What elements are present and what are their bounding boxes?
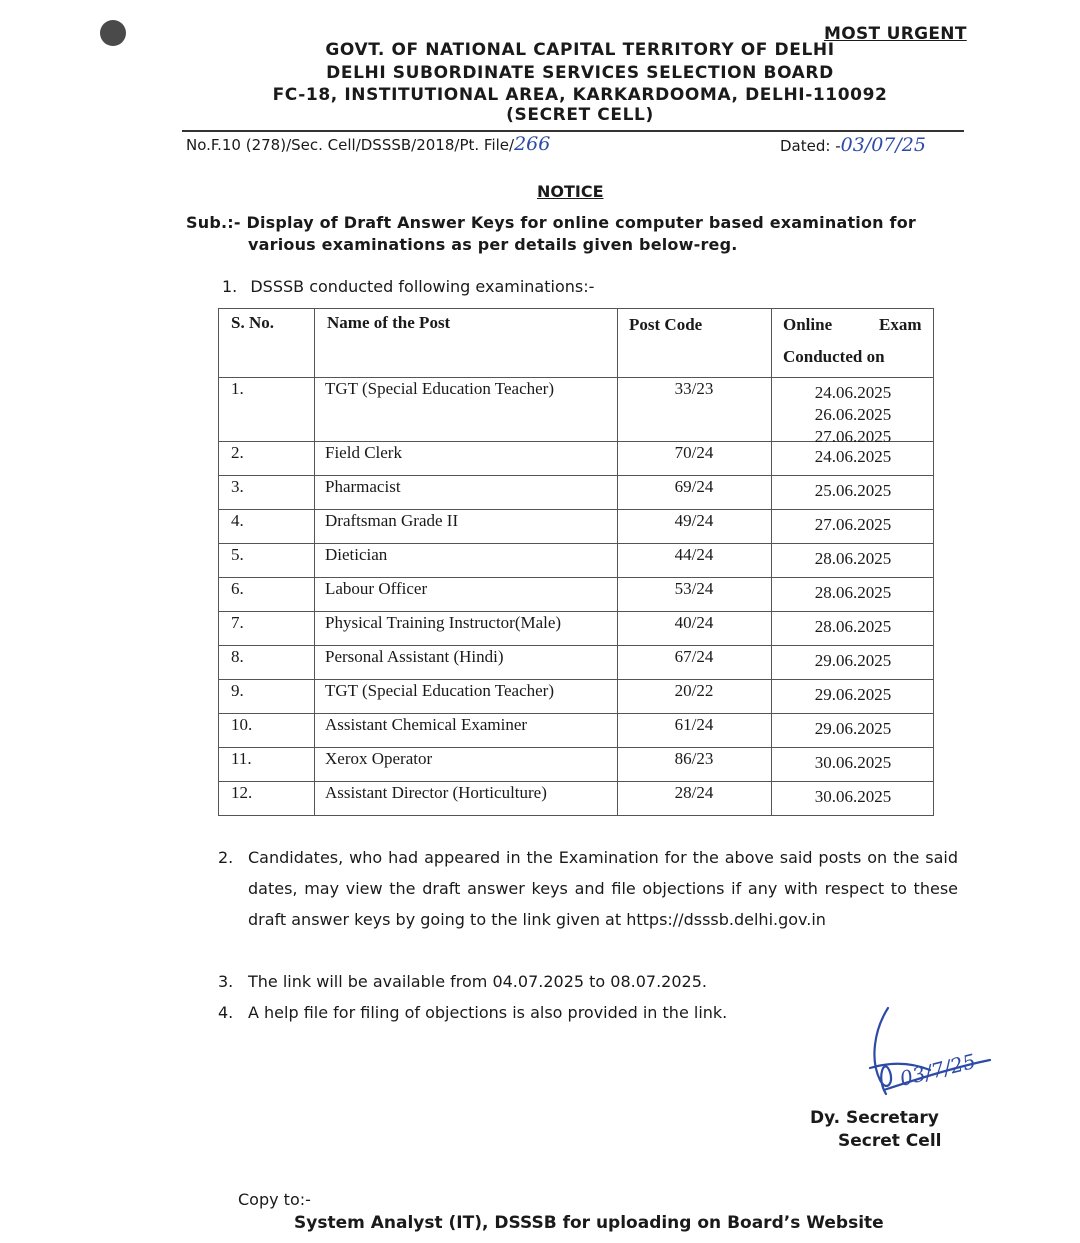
table-cell-post: Draftsman Grade II (325, 511, 459, 530)
th-online: Online (783, 315, 833, 334)
table-row-divider (219, 747, 933, 748)
exam-table (218, 308, 934, 816)
table-cell-post: Personal Assistant (Hindi) (325, 647, 504, 666)
table-cell-post: Assistant Director (Horticulture) (325, 783, 547, 802)
urgency-label: MOST URGENT (824, 24, 967, 44)
table-cell-sno: 8. (231, 647, 244, 666)
table-cell-date: 25.06.2025 (814, 481, 892, 500)
table-row-divider (219, 679, 933, 680)
table-cell-date: 29.06.2025 (814, 719, 892, 738)
table-cell-date: 28.06.2025 (814, 583, 892, 602)
th-sno: S. No. (231, 313, 274, 332)
table-cell-code: 69/24 (674, 477, 714, 496)
table-cell-sno: 7. (231, 613, 244, 632)
signature-date: 03/7/25 (897, 1048, 979, 1091)
copy-recipient: System Analyst (IT), DSSSB for uploading on Board’s Website (294, 1213, 884, 1233)
point-4-num: 4. (218, 1003, 234, 1022)
table-row-divider (219, 781, 933, 782)
table-cell-sno: 12. (231, 783, 253, 802)
th-exam: Exam (879, 315, 922, 334)
th-post: Name of the Post (327, 313, 451, 332)
subject-line-2: various examinations as per details given below-reg. (248, 235, 738, 254)
signature (840, 1000, 1000, 1120)
table-col-divider (314, 309, 315, 815)
table-cell-date: 29.06.2025 (814, 685, 892, 704)
reference-prefix: No.F.10 (278)/Sec. Cell/DSSSB/2018/Pt. File/ (186, 136, 515, 154)
dated-handwritten: 03/07/25 (840, 134, 926, 156)
header-divider (182, 130, 964, 132)
table-row-divider (219, 543, 933, 544)
table-cell-post: Xerox Operator (325, 749, 433, 768)
point-1-text: DSSSB conducted following examinations:- (250, 277, 595, 296)
table-cell-date: 28.06.2025 (814, 617, 892, 636)
notice-title: NOTICE (537, 182, 604, 201)
point-3 (218, 966, 958, 997)
subject (186, 212, 976, 256)
table-row-divider (219, 577, 933, 578)
reference-number (186, 133, 550, 155)
header-board: DELHI SUBORDINATE SERVICES SELECTION BOARD (326, 63, 834, 83)
table-cell-post: Labour Officer (325, 579, 428, 598)
point-2-text: Candidates, who had appeared in the Examination for the above said posts on the said dates, may view the draft answer keys and file objections if any with respect to these draft answer keys by going to the link given at https://dsssb.delhi.gov.in (248, 848, 958, 929)
header-cell: (SECRET CELL) (506, 105, 654, 125)
table-row-divider (219, 509, 933, 510)
subject-label: Sub.:- (186, 213, 241, 232)
table-cell-date: 26.06.2025 (814, 405, 892, 424)
reference-handwritten-number: 266 (514, 133, 551, 155)
table-cell-date: 24.06.2025 (814, 447, 892, 466)
table-cell-date: 28.06.2025 (814, 549, 892, 568)
table-cell-post: Assistant Chemical Examiner (325, 715, 528, 734)
th-code: Post Code (629, 315, 703, 334)
table-cell-sno: 3. (231, 477, 244, 496)
table-cell-post: TGT (Special Education Teacher) (325, 681, 555, 700)
th-conducted: Conducted on (783, 347, 885, 366)
subject-line-1: Display of Draft Answer Keys for online computer based examination for (246, 213, 916, 232)
table-cell-date: 29.06.2025 (814, 651, 892, 670)
copy-to-label: Copy to:- (238, 1190, 311, 1209)
table-cell-code: 61/24 (674, 715, 714, 734)
table-cell-sno: 1. (231, 379, 244, 398)
punch-hole (100, 20, 126, 46)
point-2 (218, 842, 958, 935)
table-row-divider (219, 377, 933, 378)
table-cell-date: 30.06.2025 (814, 753, 892, 772)
table-cell-code: 28/24 (674, 783, 714, 802)
table-cell-post: Field Clerk (325, 443, 402, 462)
table-cell-sno: 10. (231, 715, 253, 734)
signatory-title: Dy. Secretary (810, 1108, 939, 1128)
table-cell-post: Physical Training Instructor(Male) (325, 613, 562, 632)
table-cell-sno: 9. (231, 681, 244, 700)
table-cell-code: 44/24 (674, 545, 714, 564)
table-row-divider (219, 475, 933, 476)
table-cell-date: 30.06.2025 (814, 787, 892, 806)
table-cell-sno: 5. (231, 545, 244, 564)
table-row-divider (219, 611, 933, 612)
point-3-num: 3. (218, 972, 234, 991)
table-cell-sno: 6. (231, 579, 244, 598)
table-row-divider (219, 645, 933, 646)
table-cell-code: 40/24 (674, 613, 714, 632)
point-1 (222, 277, 594, 296)
table-cell-code: 49/24 (674, 511, 714, 530)
point-4-text: A help file for filing of objections is also provided in the link. (248, 1003, 728, 1022)
table-cell-date: 27.06.2025 (814, 427, 892, 446)
point-3-text: The link will be available from 04.07.2025 to 08.07.2025. (248, 972, 707, 991)
dated-label: Dated: - (780, 137, 841, 155)
table-cell-post: Dietician (325, 545, 388, 564)
table-row-divider (219, 713, 933, 714)
table-cell-code: 20/22 (674, 681, 714, 700)
table-cell-code: 53/24 (674, 579, 714, 598)
table-cell-code: 33/23 (674, 379, 714, 398)
header-govt: GOVT. OF NATIONAL CAPITAL TERRITORY OF DELHI (325, 40, 835, 60)
header-address: FC-18, INSTITUTIONAL AREA, KARKARDOOMA, DELHI-110092 (272, 85, 888, 105)
point-1-num: 1. (222, 277, 238, 296)
table-cell-sno: 2. (231, 443, 244, 462)
point-2-num: 2. (218, 848, 234, 867)
table-cell-post: TGT (Special Education Teacher) (325, 379, 555, 398)
table-cell-code: 67/24 (674, 647, 714, 666)
table-cell-code: 86/23 (674, 749, 714, 768)
reference-date (780, 134, 926, 156)
table-cell-sno: 11. (231, 749, 252, 768)
signatory-cell: Secret Cell (838, 1131, 942, 1151)
table-cell-post: Pharmacist (325, 477, 401, 496)
table-cell-date: 24.06.2025 (814, 383, 892, 402)
table-cell-code: 70/24 (674, 443, 714, 462)
table-cell-sno: 4. (231, 511, 244, 530)
table-cell-date: 27.06.2025 (814, 515, 892, 534)
